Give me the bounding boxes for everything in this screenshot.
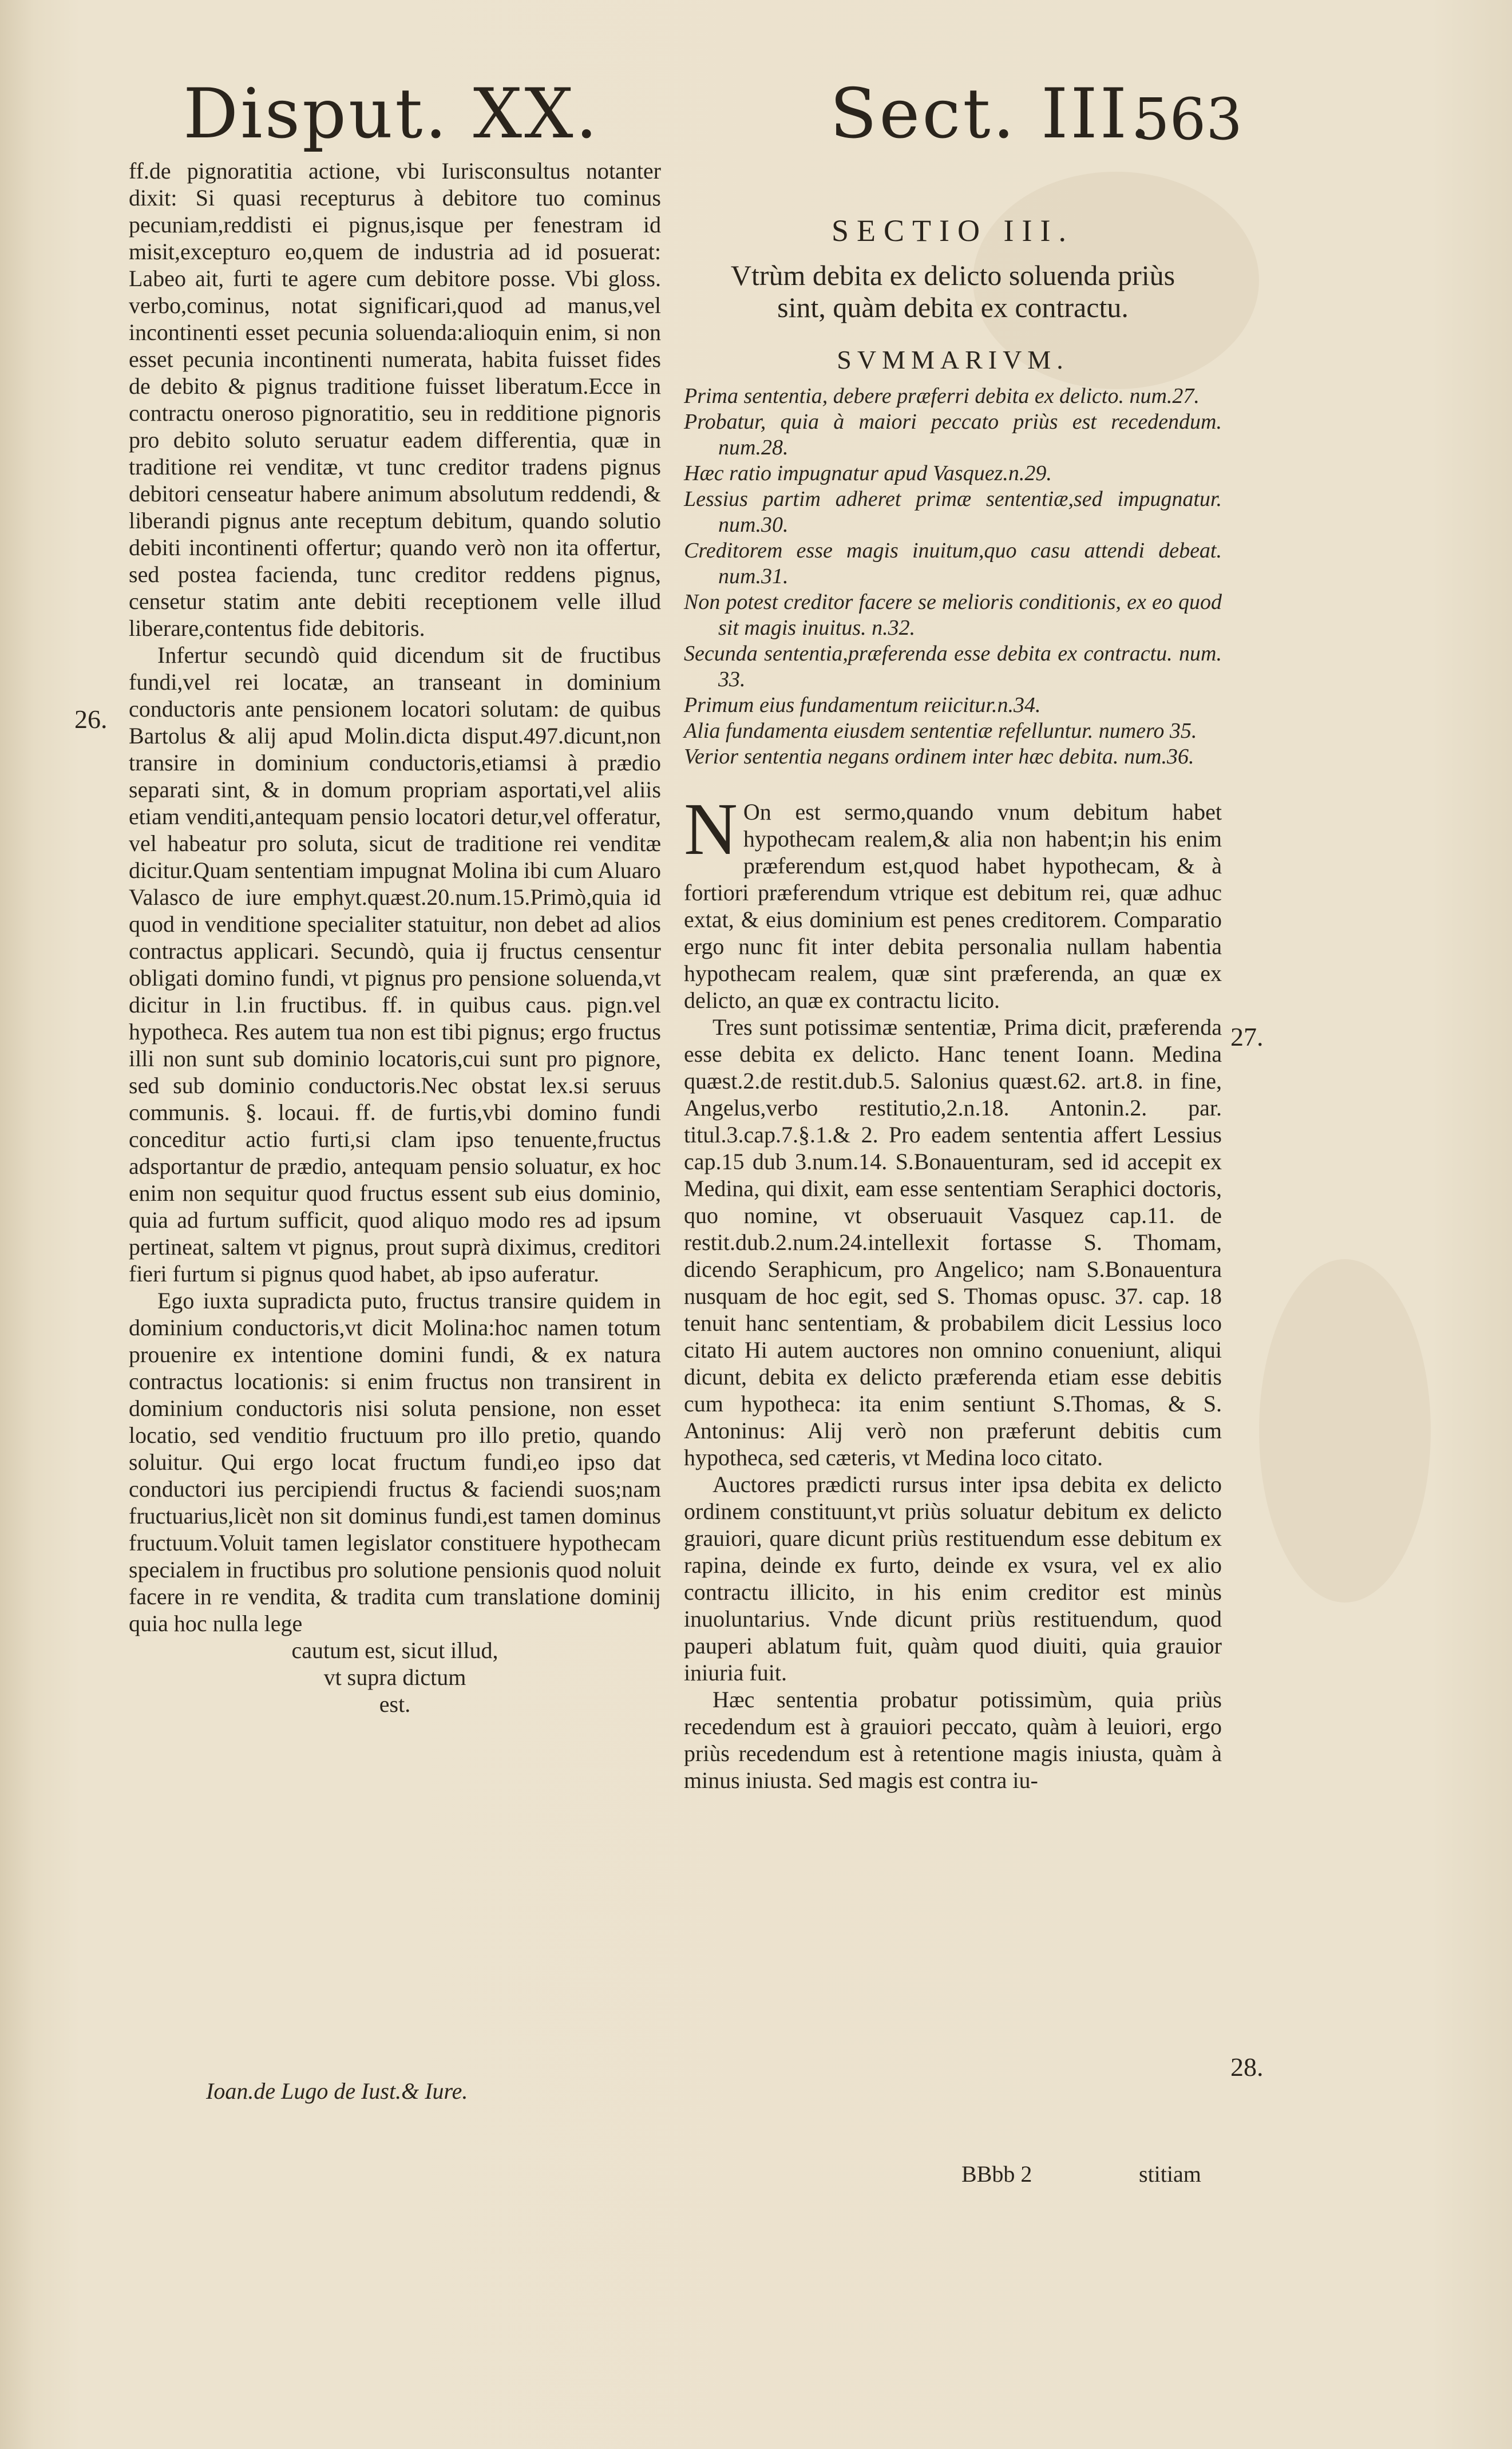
summarium-item: Non potest creditor facere se melioris conditionis, ex eo quod sit magis inuitus. n.32.: [684, 590, 1222, 640]
end-line: cautum est, sicut illud,: [291, 1637, 498, 1663]
summarium-list: [684, 383, 1222, 770]
summarium-item: Prima sententia, debere præferri debita ex delicto. num.27.: [684, 384, 1200, 408]
section-body: [684, 788, 1222, 1794]
summarium-item: Lessius partim adheret primæ sententiæ,sed impugnatur. num.30.: [684, 487, 1222, 537]
end-block: [129, 1637, 661, 1718]
paragraph: Hæc sententia probatur potissimùm, quia priùs recedendum est à grauiori peccato, quàm à leuiori, ergo priùs recedendum est à retentione magis iniusta, quàm à minus iniusta. Sed magis est contra iu-: [684, 1687, 1222, 1793]
section-title: SECTIO III.: [832, 213, 1074, 248]
paragraph: Ego iuxta supradicta puto, fructus transire quidem in dominium conductoris,vt dicit Molina:hoc namen totum prouenire ex intentione domini fundi, & ex natura contractus locationis: si enim fructus non transirent in dominium conductoris nisi soluta pensione, non esset locatio, sed venditio fructuum pro illo pretio, quando soluitur. Qui ergo locat fructum fundi,eo ipso dat conductori ius percipiendi fructus & faciendi suos;nam fructuarius,licèt non sit dominus fundi,est tamen dominus fructuum.Voluit tamen legislator constituere hypothecam specialem in fructibus pro solutione pensionis quod noluit facere in re vendita, & tradita cum translatione dominij quia hoc nulla lege: [129, 1288, 661, 1636]
paragraph: [684, 788, 1222, 1014]
drop-cap: N: [684, 788, 738, 871]
summarium-item: Primum eius fundamentum reiicitur.n.34.: [684, 693, 1041, 717]
end-line: est.: [379, 1691, 411, 1717]
summarium-item: Alia fundamenta eiusdem sententiæ refelluntur. numero 35.: [684, 719, 1197, 743]
end-line: vt supra dictum: [323, 1664, 466, 1690]
catchword: stitiam: [1139, 2161, 1201, 2187]
paragraph: Infertur secundò quid dicendum sit de fructibus fundi,vel rei locatæ, an transeant in dominium conductoris ante pensionem locatori solutam: de quibus Bartolus & alij apud Molin.dicta disput.497.dicunt,non transire in dominium conductoris,etiamsi à prædio separati sint, & in domum propriam asportati,vel aliis etiam venditi,antequam pensio locatori detur,vel offeratur, vel habeatur pro soluta, sicut de traditione rei venditæ dicitur.Quam sententiam impugnat Molina ibi cum Aluaro Valasco de iure emphyt.quæst.20.num.15.Primò,quia id quod in venditione specialiter statuitur, non debet ad alios contractus applicari. Secundò, quia ij fructus censentur obligati domino fundi, vt pignus pro pensione soluenda,vt dicitur in l.in fructibus. ff. in quibus caus. pign.vel hypotheca. Res autem tua non est tibi pignus; ergo fructus illi non sunt sub dominio locatoris,cui sunt pro pignore, sed sub dominio conductoris.Nec obstat lex.si seruus communis. §. locaui. ff. de furtis,vbi domino fundi conceditur actio furti,si clam ipso tenuente,fructus adsportantur de prædio, antequam pensio soluatur, ex hoc enim non sequitur quod fructus essent sub eius dominio, quia ad furtum sufficit, quod aliquo modo res ad ipsum pertineat, saltem vt pignus, prout suprà diximus, creditori fieri furtum si pignus quod habet, ab ipso auferatur.: [129, 642, 661, 1287]
header-disputation: Disput. XX.: [183, 74, 600, 154]
paragraph: ff.de pignoratitia actione, vbi Iurisconsultus notanter dixit: Si quasi recepturus à debitore tuo cominus pecuniam,reddisti ei pignus,isque per fenestram id misit,excepturo eo,quem de industria ad id posuerat: Labeo ait, furti te agere cum debitore posse. Vbi gloss. verbo,cominus, notat significari,quod ad manus,vel incontinenti esset pecunia soluenda:alioquin enim, si non esset pecunia incontinenti numerata, habita fuisset fides de debito & pignus traditione fuisset liberatum.Ecce in contractu oneroso pignoratitio, seu in redditione pignoris pro debito soluto seruatur eadem differentia, quæ in traditione rei venditæ, vt tunc creditor tradens pignus debitori censeatur habere animum absolutum reddendi, & liberandi pignus ante receptum debitum, quando solutio debiti incontinenti offertur; quando verò non ita offertur, sed postea facienda, tunc creditor reddens pignus, censetur statim ante debiti receptionem velle illud liberare,contentus fide debitoris.: [129, 158, 661, 641]
header-section: Sect. III.: [830, 74, 1154, 154]
running-header: [0, 69, 1512, 160]
signature-mark: BBbb 2: [961, 2161, 1032, 2187]
summarium-item: Probatur, quia à maiori peccato priùs est recedendum. num.28.: [684, 410, 1222, 460]
paragraph-text: On est sermo,quando vnum debitum habet hypothecam realem,& alia non habent;in his enim præferendum est,quod habet hypothecam, & à fortiori præferendum vtrique est debitum rei, quæ adhuc extat, & eius dominium est penes creditorem. Comparatio ergo nunc fit inter debita personalia nullam habentia hypothecam realem, quæ sint præferenda, an quæ ex delicto, an quæ ex contractu licito.: [684, 799, 1222, 1013]
summarium-item: Secunda sententia,præferenda esse debita ex contractu. num. 33.: [684, 642, 1222, 691]
summarium-item: Verior sententia negans ordinem inter hæc debita. num.36.: [684, 745, 1194, 769]
margin-number: 26.: [74, 705, 108, 734]
paragraph: Tres sunt potissimæ sententiæ, Prima dicit, præferenda esse debita ex delicto. Hanc tenent Ioann. Medina quæst.2.de restit.dub.5. Salonius quæst.62. art.8. in fine, Angelus,verbo restitutio,2.n.18. Antonin.2. par. titul.3.cap.7.§.1.& 2. Pro eadem sententia affert Lessius cap.15 dub 3.num.14. S.Bonauenturam, sed id accepit ex Medina, qui dixit, eam esse sententiam Seraphici doctoris, quo nomine, vt obseruauit Vasquez cap.11. de restit.dub.2.num.24.intellexit fortasse S. Thomam, dicendo Seraphicum, pro Angelico; nam S.Bonauentura nusquam de hoc egit, sed S. Thomas opusc. 37. cap. 18 tenuit hanc sententiam, & probabilem dicit Lessius loco citato Hi autem auctores non omnino conueniunt, aliqui dicunt, debita ex delicto præferenda etiam esse debitis cum hypotheca: ita enim sentiunt S.Thomas, & S. Antoninus: Alij verò non præferunt debitis cum hypotheca, sed cæteris, vt Medina loco citato.: [684, 1014, 1222, 1470]
summarium-item: Creditorem esse magis inuitum,quo casu attendi debeat. num.31.: [684, 539, 1222, 588]
paper-stain: [1259, 1259, 1431, 1603]
margin-number: 27.: [1230, 1022, 1264, 1051]
running-signature: Ioan.de Lugo de Iust.& Iure.: [206, 2078, 468, 2104]
summarium-title: SVMMARIVM.: [837, 345, 1069, 374]
paragraph: Auctores prædicti rursus inter ipsa debita ex delicto ordinem constituunt,vt priùs soluatur debitum ex delicto grauiori, quare dicunt priùs restituendum esse debitum ex rapina, deinde ex furto, deinde ex vsura, vel ex alio contractu illicito, in his enim creditor est minùs inuoluntarius. Vnde dicunt priùs restituendum, quod pauperi ablatum fuit, quàm quod diuiti, quia grauior iniuria fuit.: [684, 1471, 1222, 1686]
page-number: 563: [1133, 86, 1242, 153]
summarium-item: Hæc ratio impugnatur apud Vasquez.n.29.: [684, 461, 1052, 485]
section-question: Vtrùm debita ex delicto soluenda priùs sint, quàm debita ex contractu.: [730, 259, 1175, 323]
left-column: [129, 157, 661, 1718]
margin-number: 28.: [1230, 2052, 1264, 2082]
right-column: [684, 213, 1222, 1794]
